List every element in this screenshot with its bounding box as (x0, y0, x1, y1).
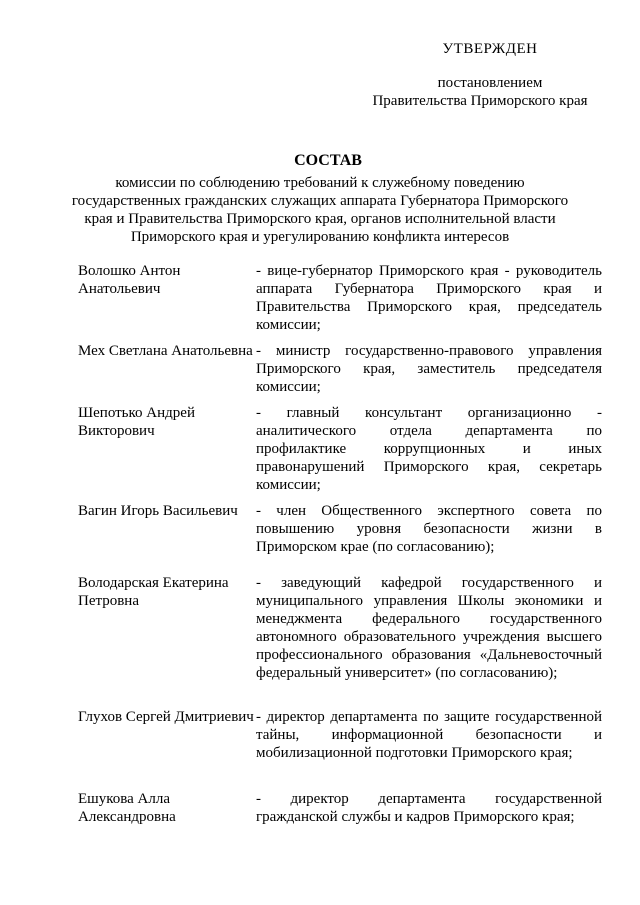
member-role: - директор департамента государственной гражданской службы и кадров Приморского края; (256, 791, 602, 825)
member-row (78, 404, 602, 502)
member-role: - вице-губернатор Приморского края - руководитель аппарата Губернатора Приморского края и Правительства Приморского края, председатель комиссии; (256, 263, 602, 333)
member-role: - член Общественного экспертного совета по повышению уровня безопасности жизни в Приморском крае (по согласованию); (256, 503, 602, 555)
member-role: - министр государственно-правового управления Приморского края, заместитель председателя комиссии; (256, 343, 602, 395)
member-name: Вагин Игорь Васильевич (78, 503, 238, 519)
approved-heading: УТВЕРЖДЕН (442, 41, 538, 57)
member-name: Шепотько Андрей Викторович (78, 405, 195, 439)
member-row (78, 342, 602, 404)
document-title-block (60, 152, 580, 246)
member-row (78, 790, 602, 830)
member-role: - заведующий кафедрой государственного и муниципального управления Школы экономики и менеджмента федерального государственного автономного образовательного учреждения высшего профессионального образования «Дальневосточный федеральный университет» (по согласованию); (256, 575, 602, 681)
approved-by-line: постановлением (437, 75, 543, 91)
document-subtitle: комиссии по соблюдению требований к служебному поведению государственных гражданских служащих аппарата Губернатора Приморского края и Правительства Приморского края, органов исполнительной власти Приморского края и урегулированию конфликта интересов (71, 175, 569, 245)
member-role: - директор департамента по защите государственной тайны, информационной безопасности и мобилизационной подготовки Приморского края; (256, 709, 602, 761)
members-list (78, 262, 602, 830)
member-name: Глухов Сергей Дмитриевич (78, 709, 254, 725)
approval-stamp (340, 40, 600, 110)
member-row (78, 502, 602, 574)
member-name: Мех Светлана Анатольевна (78, 343, 253, 359)
member-name: Володарская Екатерина Петровна (78, 575, 229, 609)
member-row (78, 262, 602, 342)
member-row (78, 574, 602, 708)
member-name: Ешукова Алла Александровна (78, 791, 176, 825)
document-title: СОСТАВ (294, 152, 362, 169)
member-name: Волошко Антон Анатольевич (78, 263, 181, 297)
approving-authority: Правительства Приморского края (372, 93, 588, 109)
member-row (78, 708, 602, 790)
member-role: - главный консультант организационно - аналитического отдела департамента по профилактике коррупционных и иных правонарушений Приморского края, секретарь комиссии; (256, 405, 602, 493)
